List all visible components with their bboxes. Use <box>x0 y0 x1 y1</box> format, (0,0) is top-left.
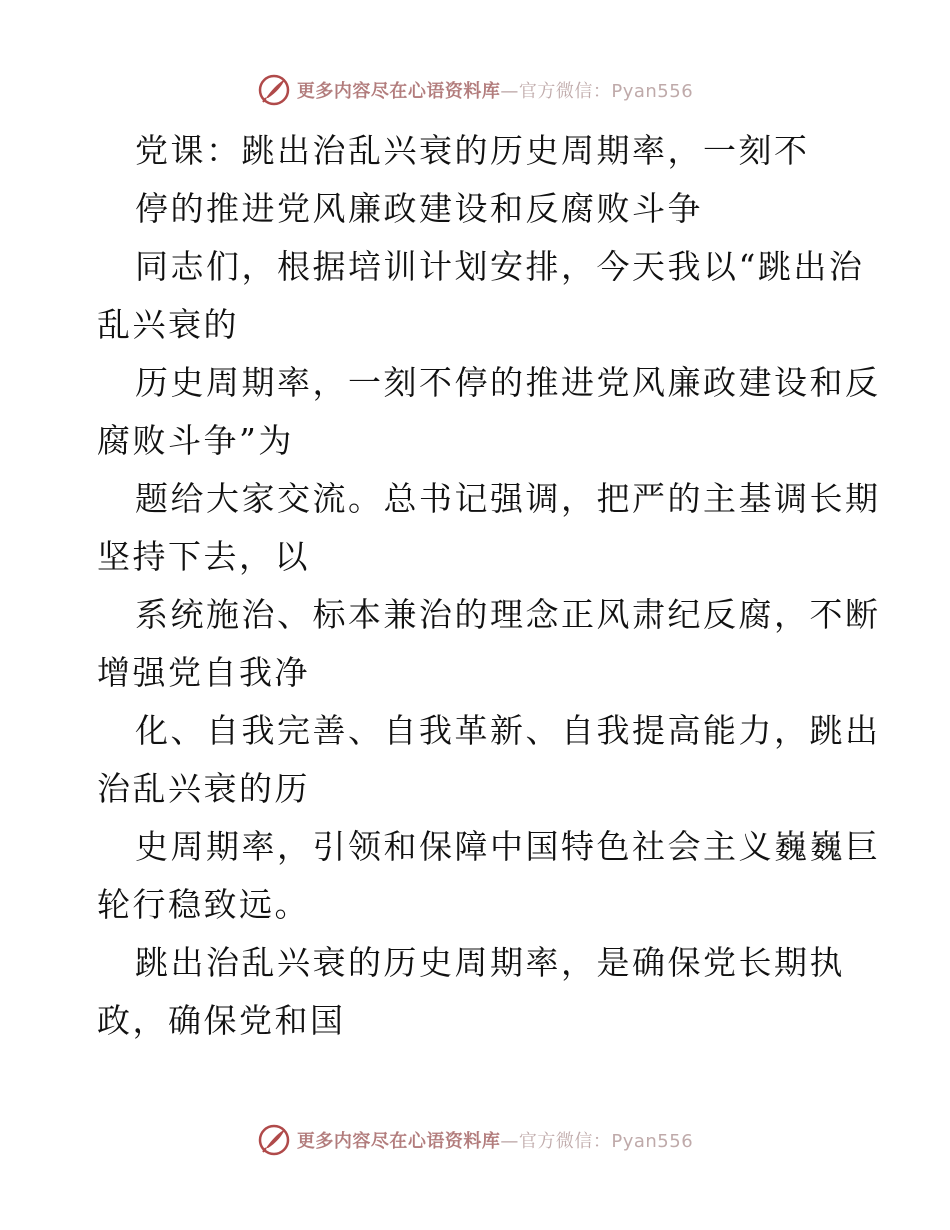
paragraph-line: 同志们，根据培训计划安排，今天我以“跳出治 <box>135 247 865 286</box>
watermark-official: 官方微信： <box>518 1131 612 1152</box>
paragraph-line: 治乱兴衰的历 <box>97 769 310 808</box>
watermark-brand: 更多内容尽在心语资料库 <box>296 81 501 102</box>
paragraph-line: 政，确保党和国 <box>97 1001 346 1040</box>
feather-pen-logo-icon <box>257 73 291 107</box>
watermark-separator: — <box>500 1131 519 1152</box>
paragraph-line: 系统施治、标本兼治的理念正风肃纪反腐，不断 <box>135 595 881 634</box>
watermark-account: Pyan556 <box>611 1131 694 1152</box>
document-body <box>97 122 881 1050</box>
watermark-official: 官方微信： <box>518 81 612 102</box>
paragraph-line: 轮行稳致远。 <box>97 885 310 924</box>
paragraph-line: 坚持下去，以 <box>97 537 310 576</box>
footer-watermark <box>0 1120 950 1160</box>
paragraph-line: 乱兴衰的 <box>97 305 239 344</box>
paragraph-line: 腐败斗争”为 <box>97 421 294 460</box>
header-watermark <box>0 70 950 110</box>
watermark-separator: — <box>500 81 519 102</box>
watermark-text <box>297 77 693 103</box>
paragraph-line: 历史周期率，一刻不停的推进党风廉政建设和反 <box>135 363 881 402</box>
watermark-text <box>297 1127 693 1153</box>
watermark-brand: 更多内容尽在心语资料库 <box>296 1131 501 1152</box>
title-line-1: 党课：跳出治乱兴衰的历史周期率，一刻不 <box>135 131 810 170</box>
feather-pen-logo-icon <box>257 1123 291 1157</box>
paragraph-line: 化、自我完善、自我革新、自我提高能力，跳出 <box>135 711 881 750</box>
paragraph-line: 跳出治乱兴衰的历史周期率，是确保党长期执 <box>135 943 845 982</box>
paragraph-line: 史周期率，引领和保障中国特色社会主义巍巍巨 <box>135 827 881 866</box>
title-line-2: 停的推进党风廉政建设和反腐败斗争 <box>135 189 703 228</box>
paragraph-line: 题给大家交流。总书记强调，把严的主基调长期 <box>135 479 881 518</box>
watermark-account: Pyan556 <box>611 81 694 102</box>
paragraph-line: 增强党自我净 <box>97 653 310 692</box>
